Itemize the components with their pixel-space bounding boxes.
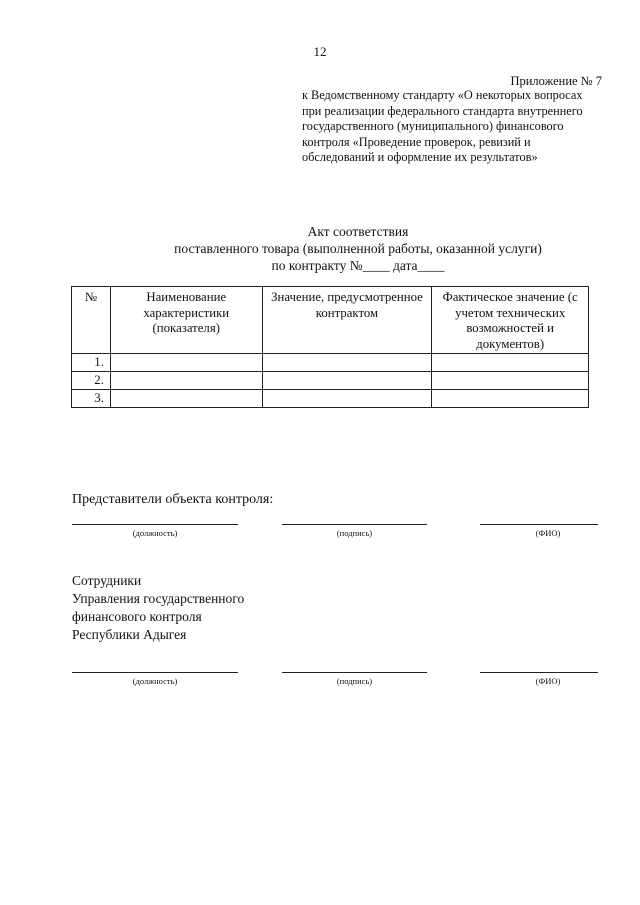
column-header-contract-value: Значение, предусмотренное контрактом: [262, 287, 432, 354]
column-header-actual-value: Фактическое значение (с учетом технических возможностей и документов): [432, 287, 589, 354]
staff-line: Республики Адыгея: [72, 627, 187, 642]
name-caption: (ФИО): [535, 528, 561, 538]
position-signature-line: [72, 524, 238, 525]
cell-actual-value: [432, 372, 589, 390]
cell-characteristic: [110, 390, 262, 408]
signature-line: [282, 672, 427, 673]
column-header-number: №: [72, 287, 111, 354]
staff-line: финансового контроля: [72, 609, 202, 624]
row-number: 1.: [72, 354, 111, 372]
cell-contract-value: [262, 372, 432, 390]
act-title: [0, 223, 640, 274]
staff-title: [72, 572, 244, 644]
act-title-line: поставленного товара (выполненной работы, оказанной услуги): [174, 241, 542, 256]
position-caption: (должность): [132, 528, 178, 538]
cell-actual-value: [432, 390, 589, 408]
staff-line: Сотрудники: [72, 573, 142, 588]
row-number: 3.: [72, 390, 111, 408]
cell-characteristic: [110, 372, 262, 390]
table-row: [72, 354, 589, 372]
table-row: [72, 372, 589, 390]
table-row: [72, 390, 589, 408]
signature-caption: (подпись): [336, 528, 373, 538]
appendix-title: Приложение № 7: [510, 74, 602, 88]
name-caption: (ФИО): [535, 676, 561, 686]
position-signature-line: [72, 672, 238, 673]
signature-line: [282, 524, 427, 525]
name-signature-line: [480, 672, 598, 673]
appendix-line: при реализации федерального стандарта внутреннего: [302, 103, 583, 118]
staff-line: Управления государственного: [72, 591, 245, 606]
page-number: 12: [313, 44, 327, 59]
appendix-line: обследований и оформление их результатов»: [302, 150, 538, 164]
row-number: 2.: [72, 372, 111, 390]
appendix-line: контроля «Проведение проверок, ревизий и: [302, 134, 531, 149]
representatives-title: Представители объекта контроля:: [72, 492, 274, 507]
name-signature-line: [480, 524, 598, 525]
position-caption: (должность): [132, 676, 178, 686]
act-title-line: Акт соответствия: [307, 224, 409, 239]
column-header-characteristic: Наименование характеристики (показателя): [110, 287, 262, 354]
appendix-line: к Ведомственному стандарту «О некоторых вопросах: [302, 88, 583, 102]
cell-contract-value: [262, 390, 432, 408]
appendix-reference: [302, 88, 608, 166]
table-header-row: [72, 287, 589, 354]
cell-actual-value: [432, 354, 589, 372]
appendix-line: государственного (муниципального) финансового: [302, 119, 564, 133]
signature-caption: (подпись): [336, 676, 373, 686]
cell-contract-value: [262, 354, 432, 372]
cell-characteristic: [110, 354, 262, 372]
act-title-line: по контракту №____ дата____: [271, 258, 445, 273]
conformity-table: [71, 286, 589, 408]
